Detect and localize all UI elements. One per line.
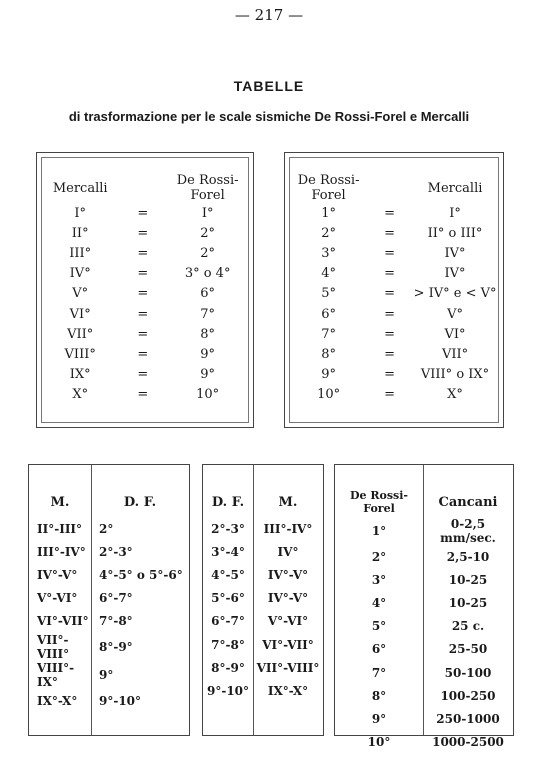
- table-cell: 7°: [200, 306, 216, 322]
- table-cell: 8°: [371, 688, 387, 703]
- table-row: [203, 610, 323, 633]
- table-cell: =: [137, 245, 149, 261]
- column-header: De Rossi-Forel: [176, 173, 239, 203]
- table-row: [203, 517, 323, 540]
- table-row: [29, 661, 189, 689]
- column-header: D. F.: [123, 494, 157, 510]
- table-m-to-df: [28, 464, 190, 736]
- table-cell: 5°: [371, 619, 387, 634]
- table-row: [335, 731, 513, 754]
- table-row: [285, 243, 503, 263]
- table-3: [29, 487, 189, 712]
- table-cell: VI°-VII°: [37, 614, 89, 629]
- table-cell: =: [137, 387, 149, 403]
- table-cell: =: [137, 205, 149, 221]
- table-cell: 2°-3°: [99, 544, 133, 559]
- table-cell: 6°-7°: [211, 614, 245, 629]
- table-derossi-to-mercalli: [284, 152, 504, 428]
- table-row: [203, 633, 323, 656]
- table-cell: VII°: [67, 326, 94, 342]
- table-row: [37, 385, 253, 405]
- table-row: [29, 689, 189, 712]
- table-cell: 9°: [371, 711, 387, 726]
- table-cell: IV°-V°: [37, 567, 78, 582]
- table-cell: 2,5-10: [446, 549, 490, 564]
- table-cell: X°: [72, 387, 89, 403]
- table-cell: II°: [71, 225, 89, 241]
- table-cell: 2°: [99, 521, 114, 536]
- table-cell: 6°: [200, 286, 216, 302]
- table-row: [203, 563, 323, 586]
- table-cell: 2°-3°: [211, 521, 245, 536]
- table-cell: II°-III°: [37, 521, 83, 536]
- table-cell: 10°: [196, 387, 220, 403]
- table-cell: III°-IV°: [263, 521, 313, 536]
- table-cell: 10-25: [448, 595, 488, 610]
- table-cell: =: [137, 266, 149, 282]
- table-row: [37, 223, 253, 243]
- column-header: Cancani: [438, 494, 498, 510]
- table-cell: 4°-5°: [211, 567, 245, 582]
- table-cell: =: [384, 367, 396, 383]
- page-number: — 217 —: [234, 6, 304, 24]
- table-row: [285, 203, 503, 223]
- table-cell: 1°: [321, 205, 336, 221]
- table-cell: > IV° e < V°: [413, 286, 497, 302]
- table-cell: 7°: [321, 326, 336, 342]
- table-cell: 9°-10°: [99, 693, 142, 708]
- table-cell: III°-IV°: [37, 544, 86, 559]
- table-row: [335, 568, 513, 591]
- table-1: [37, 173, 253, 405]
- table-cell: =: [137, 306, 149, 322]
- table-cell: =: [137, 326, 149, 342]
- table-cell: 9°: [200, 346, 216, 362]
- table-cell: IV°: [277, 544, 299, 559]
- table-cell: 4°-5° o 5°-6°: [99, 567, 183, 582]
- table-row: [203, 587, 323, 610]
- table-cell: 6°: [321, 306, 336, 322]
- table-cell: 10-25: [448, 572, 488, 587]
- table-cell: 9°: [200, 367, 216, 383]
- table-cell: 9°: [321, 367, 336, 383]
- table-cell: VI°: [69, 306, 91, 322]
- table-cell: VII°: [441, 346, 469, 362]
- table-row: [335, 615, 513, 638]
- table-2: [285, 173, 503, 405]
- table-cell: =: [384, 225, 396, 241]
- table-row: [285, 223, 503, 243]
- table-cell: =: [137, 346, 149, 362]
- table-row: [29, 563, 189, 586]
- table-cell: X°: [447, 387, 463, 403]
- table-cell: 2°: [371, 549, 387, 564]
- table-row: [37, 243, 253, 263]
- table-row: [285, 264, 503, 284]
- column-header: M.: [50, 494, 70, 510]
- table-cell: V°-VI°: [267, 614, 309, 629]
- table-cell: =: [384, 387, 396, 403]
- page-subtitle: di trasformazione per le scale sismiche De Rossi-Forel e Mercalli: [68, 109, 470, 124]
- table-row: [285, 344, 503, 364]
- table-cell: VI°-VII°: [262, 637, 314, 652]
- column-header: De Rossi-Forel: [350, 489, 408, 515]
- table-cell: IV°-V°: [267, 567, 309, 582]
- table-row: [37, 344, 253, 364]
- table-cell: 3°: [371, 572, 387, 587]
- column-header: Mercalli: [52, 180, 108, 196]
- table-cell: 5°: [321, 286, 336, 302]
- table-cell: V°: [447, 306, 463, 322]
- table-cell: 7°-8°: [211, 637, 245, 652]
- table-row: [203, 540, 323, 563]
- table-cell: 25-50: [448, 642, 488, 657]
- column-header: De Rossi-Forel: [297, 173, 360, 203]
- table-cell: 4°: [321, 266, 336, 282]
- table-cell: =: [384, 266, 396, 282]
- table-row: [29, 633, 189, 661]
- column-header: [372, 173, 407, 203]
- table-cell: 6°: [371, 642, 387, 657]
- table-cell: =: [137, 286, 149, 302]
- table-row: [285, 284, 503, 304]
- table-row: [335, 661, 513, 684]
- table-cell: I°: [201, 205, 214, 221]
- table-cell: 8°: [321, 346, 336, 362]
- table-cell: IV°: [444, 245, 466, 261]
- table-derossi-to-cancani: [334, 464, 514, 750]
- table-row: [335, 517, 513, 545]
- table-row: [29, 587, 189, 610]
- table-df-to-m: [202, 464, 324, 736]
- table-cell: 8°-9°: [99, 639, 133, 654]
- table-row: [29, 517, 189, 540]
- table-cell: V°-VI°: [37, 591, 78, 606]
- table-cell: V°: [72, 286, 89, 302]
- table-cell: =: [384, 346, 396, 362]
- table-cell: IX°: [69, 367, 91, 383]
- table-cell: 3°-4°: [211, 544, 245, 559]
- table-cell: III°: [69, 245, 92, 261]
- table-cell: IV°: [444, 266, 466, 282]
- table-cell: =: [384, 326, 396, 342]
- table-cell: 5°-6°: [211, 591, 245, 606]
- table-cell: VIII° o IX°: [420, 367, 490, 383]
- table-cell: 7°: [371, 665, 387, 680]
- table-cell: IX°-X°: [37, 693, 78, 708]
- table-cell: 50-100: [444, 665, 492, 680]
- table-cell: VII°-VIII°: [37, 632, 70, 661]
- page-title: TABELLE: [233, 78, 305, 94]
- table-cell: 2°: [200, 225, 216, 241]
- table-cell: 6°-7°: [99, 591, 133, 606]
- table-cell: =: [384, 245, 396, 261]
- column-header: D. F.: [211, 494, 245, 510]
- table-cell: 7°-8°: [99, 614, 133, 629]
- table-cell: 10°: [367, 735, 391, 750]
- column-header: Mercalli: [427, 180, 483, 196]
- table-row: [285, 304, 503, 324]
- table-row: [37, 365, 253, 385]
- table-cell: 2°: [200, 245, 216, 261]
- table-4: [203, 487, 323, 703]
- table-5: [335, 487, 513, 754]
- table-row: [203, 656, 323, 679]
- table-row: [285, 385, 503, 405]
- table-cell: I°: [74, 205, 87, 221]
- table-cell: II° o III°: [427, 225, 483, 241]
- table-row: [37, 203, 253, 223]
- table-cell: =: [384, 306, 396, 322]
- table-row: [335, 591, 513, 614]
- table-row: [285, 365, 503, 385]
- table-cell: 25 c.: [451, 619, 485, 634]
- column-header: [123, 173, 162, 203]
- table-cell: IV°: [69, 266, 91, 282]
- table-cell: =: [137, 225, 149, 241]
- table-row: [29, 610, 189, 633]
- table-cell: 8°-9°: [211, 660, 245, 675]
- column-header: M.: [278, 494, 298, 510]
- table-row: [37, 264, 253, 284]
- table-row: [285, 324, 503, 344]
- table-row: [203, 679, 323, 702]
- table-cell: 9°: [99, 667, 114, 682]
- table-row: [335, 684, 513, 707]
- table-cell: 3°: [321, 245, 336, 261]
- table-cell: 4°: [371, 595, 387, 610]
- table-cell: 10°: [317, 387, 341, 403]
- table-cell: 3° o 4°: [184, 266, 231, 282]
- table-row: [37, 324, 253, 344]
- table-cell: VI°: [444, 326, 466, 342]
- table-cell: 100-250: [440, 688, 496, 703]
- table-cell: VIII°-IX°: [37, 660, 75, 689]
- table-cell: 0-2,5 mm/sec.: [440, 517, 496, 545]
- table-mercalli-to-derossi: [36, 152, 254, 428]
- table-cell: =: [384, 286, 396, 302]
- table-cell: IV°-V°: [267, 591, 309, 606]
- table-row: [335, 707, 513, 730]
- table-cell: 2°: [321, 225, 336, 241]
- table-cell: 9°-10°: [206, 683, 250, 698]
- table-cell: 250-1000: [436, 711, 500, 726]
- table-cell: =: [137, 367, 149, 383]
- table-row: [335, 638, 513, 661]
- table-cell: I°: [449, 205, 461, 221]
- table-row: [37, 304, 253, 324]
- table-cell: VIII°: [64, 346, 96, 362]
- table-cell: IX°-X°: [267, 683, 309, 698]
- table-row: [37, 284, 253, 304]
- table-row: [335, 545, 513, 568]
- table-cell: 8°: [200, 326, 216, 342]
- table-cell: VII°-VIII°: [256, 660, 320, 675]
- table-cell: =: [384, 205, 396, 221]
- table-cell: 1000-2500: [432, 735, 504, 750]
- table-cell: 1°: [371, 524, 387, 538]
- table-row: [29, 540, 189, 563]
